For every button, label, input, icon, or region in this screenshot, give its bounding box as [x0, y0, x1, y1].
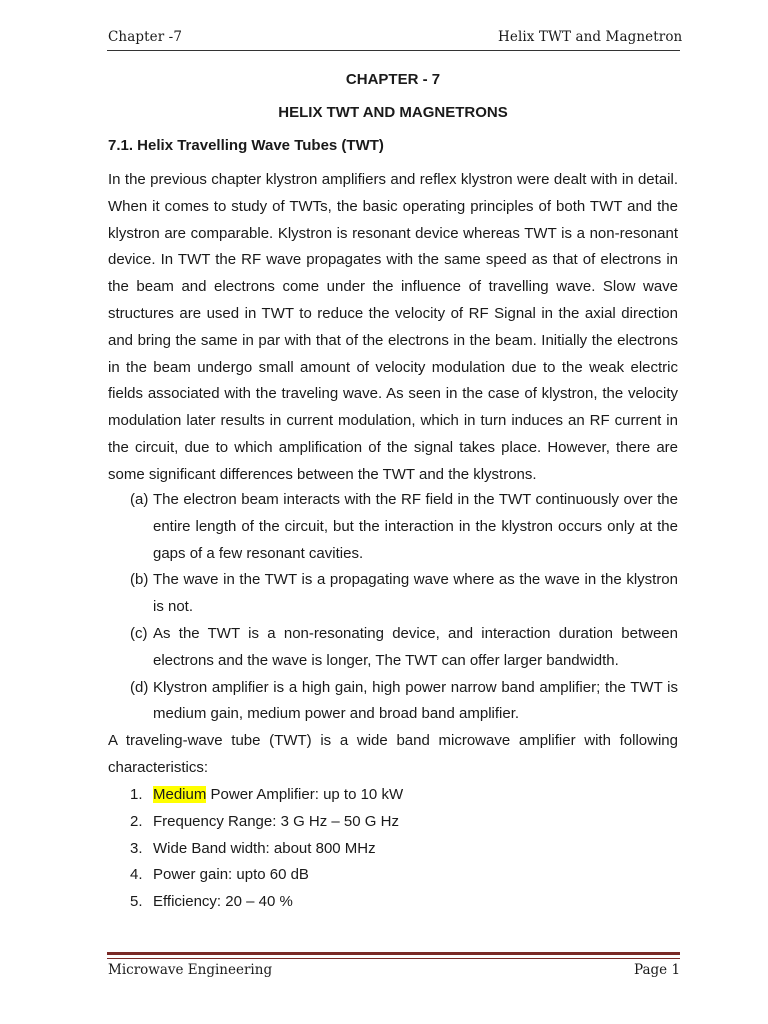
- list-item: [130, 621, 678, 675]
- list-item: [130, 487, 678, 567]
- list-number: 4.: [130, 866, 143, 884]
- list-item-text: Wide Band width: about 800 MHz: [153, 839, 376, 857]
- list-marker: (a): [130, 491, 149, 508]
- list-number: 2.: [130, 812, 143, 830]
- header-topic-label: Helix TWT and Magnetron: [498, 29, 683, 45]
- list-number: 5.: [130, 893, 143, 911]
- intro-paragraph: In the previous chapter klystron amplifiers and reflex klystron were dealt with in detail. When it comes to study of TWTs, the basic operating principles of both TWT and the klystron are comparable. Klystron is resonant device whereas TWT is a non-resonant device. In TWT the RF wave propagates with the same speed as that of electrons in the beam and electrons come under the influence of travelling wave. Slow wave structures are used in TWT to reduce the velocity of RF Signal in the axial direction and bring the same in par with that of the electrons in the beam. Initially the electrons in the beam undergo small amount of velocity modulation due to the weak electric fields associated with the traveling wave. As seen in the case of klystron, the velocity modulation later results in current modulation, which in turn induces an RF current in the circuit, due to which amplification of the signal takes place. However, there are some significant differences between the TWT and the klystrons.: [108, 171, 678, 483]
- list-item: [130, 567, 678, 621]
- list-item-text: The wave in the TWT is a propagating wave where as the wave in the klystron is not.: [153, 571, 678, 616]
- list-item-text: Efficiency: 20 – 40 %: [153, 893, 293, 911]
- footer-rule-thick: [107, 952, 680, 955]
- header-rule: [107, 50, 680, 51]
- list-item-text: Power Amplifier: up to 10 kW: [206, 786, 404, 803]
- list-item: [130, 782, 670, 809]
- list-item: [130, 675, 678, 729]
- list-item-text: Klystron amplifier is a high gain, high power narrow band amplifier; the TWT is medium gain, medium power and broad band amplifier.: [153, 678, 678, 723]
- highlighted-text: Medium: [153, 786, 207, 803]
- characteristics-intro: A traveling-wave tube (TWT) is a wide band microwave amplifier with following characteristics:: [108, 732, 678, 776]
- characteristics-list: [130, 782, 670, 916]
- footer-page-number: Page 1: [634, 962, 681, 978]
- list-item-text: The electron beam interacts with the RF field in the TWT continuously over the entire length of the circuit, but the interaction in the klystron occurs only at the gaps of a few resonant cavities.: [153, 491, 678, 562]
- list-item: [130, 889, 670, 916]
- list-item-text: Frequency Range: 3 G Hz – 50 G Hz: [153, 812, 399, 830]
- footer-book-title: Microwave Engineering: [108, 962, 273, 978]
- footer-rule-thin: [107, 958, 680, 959]
- list-item: [130, 836, 670, 863]
- header-chapter-label: Chapter -7: [108, 29, 183, 45]
- list-marker: (d): [130, 678, 149, 696]
- list-item: [130, 809, 670, 836]
- section-heading: 7.1. Helix Travelling Wave Tubes (TWT): [108, 137, 384, 154]
- list-item-text: Power gain: upto 60 dB: [153, 866, 309, 884]
- chapter-title: CHAPTER - 7: [345, 71, 441, 88]
- list-number: 3.: [130, 839, 143, 857]
- differences-list: [130, 487, 678, 728]
- list-marker: (c): [130, 624, 148, 642]
- list-number: 1.: [130, 786, 143, 803]
- list-marker: (b): [130, 571, 149, 589]
- list-item-text: As the TWT is a non-resonating device, and interaction duration between electrons and the wave is longer, The TWT can offer larger bandwidth.: [153, 624, 678, 669]
- chapter-subtitle: HELIX TWT AND MAGNETRONS: [278, 104, 508, 121]
- list-item: [130, 862, 670, 889]
